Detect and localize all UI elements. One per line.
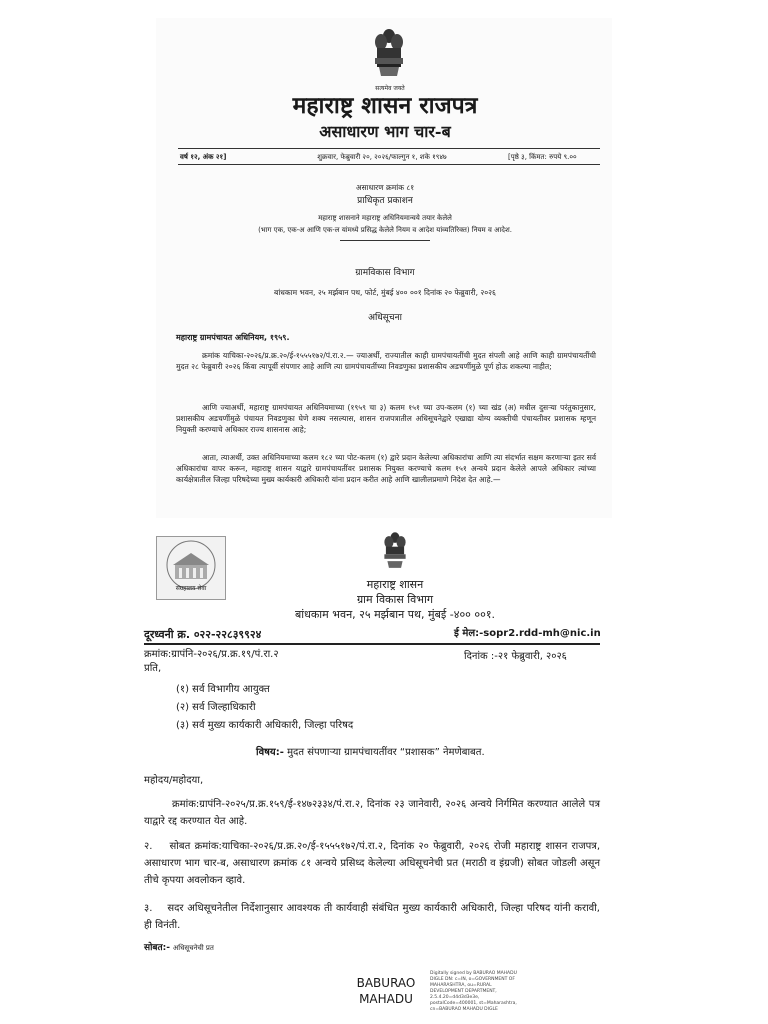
enclosure-line	[144, 942, 214, 954]
salutation: महोदय/महोदया,	[144, 775, 204, 786]
paragraph-3-number: ३.	[144, 903, 153, 914]
signer-name	[346, 975, 426, 1007]
header-rule-top	[178, 148, 600, 149]
subject-line	[256, 746, 485, 760]
reference-number: क्रमांक:ग्रापंनि-२०२६/प्र.क्र.१९/पं.रा.२	[144, 649, 279, 660]
paragraph-2-text: सोबत क्रमांक:याचिका-२०२६/प्र.क्र.२०/ई-१५५५१७२/पं.रा.२, दिनांक २० फेब्रुवारी, २०२६ रोजी महाराष्ट्र शासन राजपत्र, असाधारण भाग चार-ब, असाधारण क्रमांक ८१ अन्वये प्रसिध्द केलेल्या अधिसूचनेची प्रत (मराठी व इंग्रजी) सोबत जोडली असून तीचे कृपया अवलोकन व्हावे.	[144, 841, 601, 886]
emblem-motto: सत्यमेव जयते	[375, 85, 405, 92]
letterhead-emblem-icon	[380, 530, 410, 574]
state-emblem-icon	[371, 26, 407, 84]
authorized-publication: प्राधिकृत प्रकाशन	[357, 196, 413, 206]
letter-to: प्रति,	[144, 663, 162, 674]
enclosure-label: सोबत:-	[144, 943, 171, 953]
phone-number: दूरध्वनी क्र. ०२२-२२८३९९२४	[144, 628, 262, 641]
gazette-department: ग्रामविकास विभाग	[355, 268, 415, 278]
subject-label: विषय:-	[256, 747, 284, 758]
notification-heading: अधिसूचना	[368, 313, 402, 323]
department-logo	[156, 536, 226, 600]
digital-signature: Digitally signed by BABURAO MAHADU DIGLE DN: c=IN, o=GOVERNMENT OF MAHARASHTRA, ou=RURAL DEVELOPMENT DEPARTMENT, 2.5.4.20=d4d3d3e3e, postalCode=400001, st=Maharashtra, cn=BABURAO MAHADU DIGLE	[430, 971, 517, 1012]
act-name: महाराष्ट्र ग्रामपंचायत अधिनियम, १९५९.	[176, 333, 290, 342]
parts-note: (भाग एक, एक-अ आणि एक-ल यांमध्ये प्रसिद्ध केलेले नियम व आदेश यांव्यतिरिक्त) नियम व आदेश.	[258, 226, 512, 234]
logo-caption: संग्रहालय सेवा	[175, 585, 207, 592]
signer-last-name: MAHADU	[359, 992, 413, 1006]
gazette-paragraph-2: आणि ज्याअर्थी, महाराष्ट्र ग्रामपंचायत अधिनियमाच्या (१९५९ चा ३) कलम १५१ च्या उप-कलम (१) च्या खंड (अ) मधील दुसऱ्या परंतुकानुसार, प्रशासकीय अडचणींमुळे पंचायत निवडणुका घेणे शक्य नसल्यास, शासन राजपत्रातील अधिसूचनेद्वारे एखाद्या योग्य व्यक्तीची पंचायतीवर प्रशासक म्हणून नियुक्ती करण्याचे अधिकार राज्य शासनास आहे;	[176, 403, 596, 434]
gazette-subtitle: असाधारण भाग चार-ब	[319, 122, 451, 141]
subject-text: मुदत संपणाऱ्या ग्रामपंचायतींवर “प्रशासक” नेमणेबाबत.	[287, 747, 485, 758]
signer-first-name: BABURAO	[356, 976, 416, 990]
recipient-1: (१) सर्व विभागीय आयुक्त	[176, 684, 270, 695]
recipient-2: (२) सर्व जिल्हाधिकारी	[176, 702, 256, 713]
letter-department: ग्राम विकास विभाग	[356, 593, 434, 606]
paragraph-3-text: सदर अधिसूचनेतील निर्देशानुसार आवश्यक ती कार्यवाही संबंधित मुख्य कार्यकारी अधिकारी, जिल्हा परिषद यांनी करावी, ही विनंती.	[144, 903, 600, 931]
gazette-date: शुक्रवार, फेब्रुवारी २०, २०२६/फाल्गुन १, शके १९४७	[317, 153, 447, 161]
letter-date: दिनांक :-२१ फेब्रुवारी, २०२६	[464, 651, 567, 662]
year-issue: वर्ष १२, अंक २१]	[180, 153, 227, 161]
separator-rule	[340, 240, 430, 241]
enclosure-text: अधिसूचनेची प्रत	[172, 944, 214, 952]
prepared-by: महाराष्ट्र शासनाने महाराष्ट्र अधिनियमान्वये तयार केलेले	[318, 214, 452, 222]
extraordinary-number: असाधारण क्रमांक ८१	[355, 183, 415, 192]
paragraph-2-number: २.	[144, 841, 153, 852]
email-address[interactable]: ई मेल:-sopr2.rdd-mh@nic.in	[454, 628, 601, 639]
letterhead-rule	[144, 643, 600, 645]
letter-paragraph-1: क्रमांक:ग्रापंनि-२०२५/प्र.क्र.१५९/ई-१४७२३३४/पं.रा.२, दिनांक २३ जानेवारी, २०२६ अन्वये निर्गमित करण्यात आलेले पत्र याद्वारे रद्द करण्यात येत आहे.	[144, 799, 600, 827]
gazette-paragraph-1: क्रमांक याचिका-२०२६/प्र.क्र.२०/ई-१५५५१७२/पं.रा.२.— ज्याअर्थी, राज्यातील काही ग्रामपंचायतींची मुदत संपली आहे आणि काही ग्रामपंचायतींची मुदत २८ फेब्रुवारी २०२६ किंवा त्यापूर्वी संपणार आहे आणि त्या ग्रामपंचायतींच्या निवडणुका प्रशासकीय अडचणींमुळे पूर्ण होऊ शकल्या नाहीत;	[176, 351, 596, 371]
gazette-title: महाराष्ट्र शासन राजपत्र	[292, 92, 478, 119]
letter-address: बांधकाम भवन, २५ मर्झबान पथ, मुंबई -४०० ००१.	[294, 608, 496, 621]
recipient-3: (३) सर्व मुख्य कार्यकारी अधिकारी, जिल्हा परिषद	[176, 720, 354, 731]
header-rule-bottom	[178, 164, 600, 165]
pages-price: [पृष्ठे ३, किंमत: रुपये ९.००	[508, 153, 577, 161]
letter-paragraph-3	[144, 900, 600, 934]
gazette-address: बांधकाम भवन, २५ मर्झबान पथ, फोर्ट, मुंबई ४०० ००१ दिनांक २० फेब्रुवारी, २०२६	[274, 288, 496, 297]
letter-gov: महाराष्ट्र शासन	[366, 578, 424, 591]
gazette-paragraph-3: आता, त्याअर्थी, उक्त अधिनियमाच्या कलम १८२ च्या पोट-कलम (१) द्वारे प्रदान केलेल्या अधिकारांचा आणि त्या संदर्भात सक्षम करणाऱ्या इतर सर्व अधिकारांचा वापर करून, महाराष्ट्र शासन याद्वारे ग्रामपंचायतींवर प्रशासक नियुक्त करण्याचे कलम १५१ अन्वये प्रदान केलेले आपले अधिकार त्यांच्या कार्यक्षेत्रातील जिल्हा परिषदेच्या मुख्य कार्यकारी अधिकारी यांना प्रदान करीत आहे आणि खालीलप्रमाणे निदेश देत आहे.—	[176, 453, 596, 484]
letter-paragraph-2	[144, 838, 600, 889]
